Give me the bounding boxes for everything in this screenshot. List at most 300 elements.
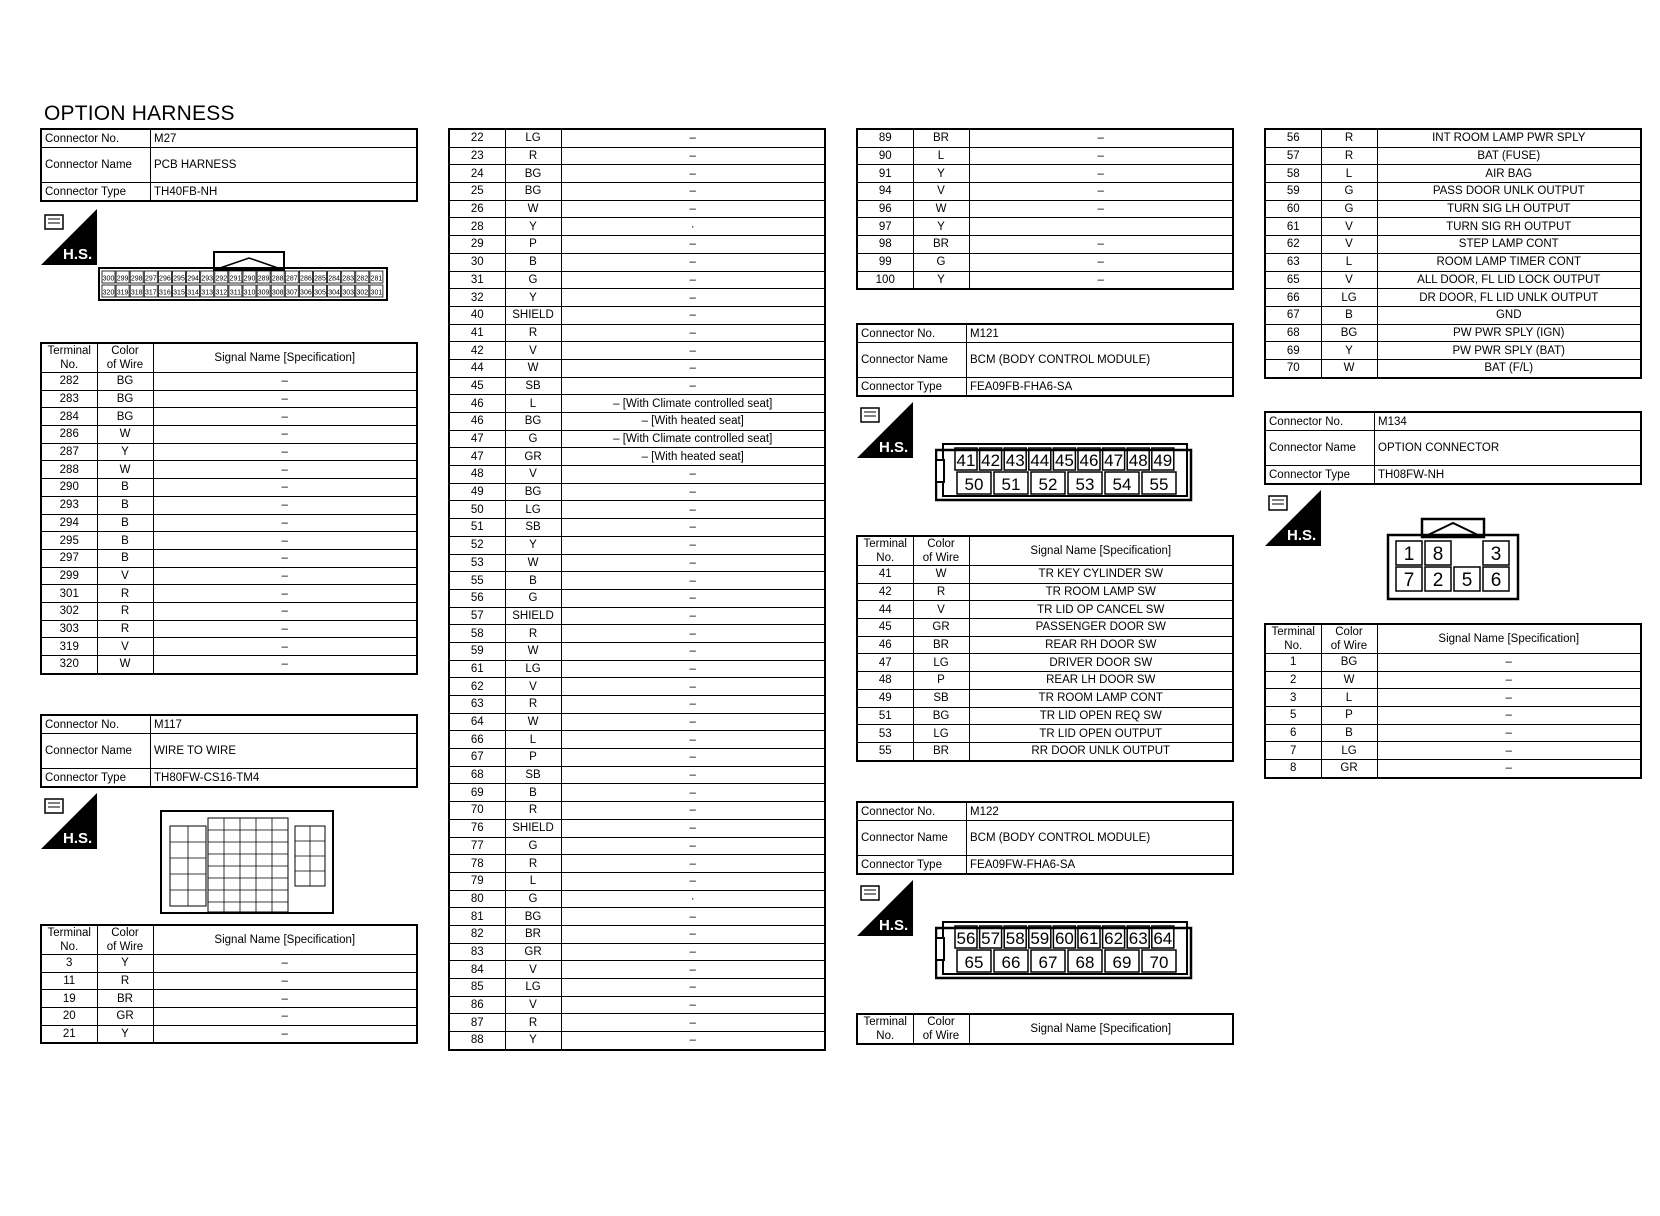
signal-name: –: [561, 200, 825, 218]
terminal-no: 51: [449, 519, 505, 537]
table-header: [857, 536, 1233, 566]
table-row: [41, 426, 417, 444]
signal-name: –: [561, 165, 825, 183]
m27-pin-table-wrap: [40, 342, 418, 675]
wire-color: R: [97, 602, 153, 620]
table-row: [41, 656, 417, 674]
table-row: [41, 1008, 417, 1026]
wire-color: BG: [97, 373, 153, 391]
connector-type: TH40FB-NH: [151, 183, 418, 202]
terminal-no: 29: [449, 236, 505, 254]
signal-name: –: [153, 479, 417, 497]
table-row: [449, 908, 825, 926]
wire-color: W: [97, 656, 153, 674]
label: Connector No.: [41, 129, 151, 148]
signal-name: –: [153, 990, 417, 1008]
table-row: [449, 342, 825, 360]
signal-name: TR ROOM LAMP CONT: [969, 689, 1233, 707]
wire-color: L: [505, 731, 561, 749]
wire-color: GR: [505, 943, 561, 961]
signal-name: –: [153, 585, 417, 603]
signal-name: –: [1377, 760, 1641, 778]
pin-label: 312: [215, 289, 228, 297]
wire-color: BR: [913, 742, 969, 760]
terminal-no: 62: [449, 678, 505, 696]
m122-pin-table: [856, 1013, 1234, 1045]
table-row: [449, 395, 825, 413]
terminal-no: 59: [449, 642, 505, 660]
table-row: [449, 625, 825, 643]
wire-color: V: [505, 996, 561, 1014]
wire-color: P: [505, 236, 561, 254]
signal-name: STEP LAMP CONT: [1377, 236, 1641, 254]
signal-name: –: [561, 519, 825, 537]
signal-name: DR DOOR, FL LID UNLK OUTPUT: [1377, 289, 1641, 307]
table-row: [857, 689, 1233, 707]
wire-color: SB: [505, 766, 561, 784]
terminal-no: 22: [449, 129, 505, 147]
table-row: [449, 696, 825, 714]
signal-name: –: [561, 837, 825, 855]
signal-name: –: [969, 129, 1233, 147]
terminal-no: 58: [449, 625, 505, 643]
table-row: [857, 725, 1233, 743]
label: Connector No.: [857, 324, 967, 343]
terminal-no-header: Terminal No.: [1265, 624, 1321, 654]
signal-name: –: [561, 660, 825, 678]
wire-color: W: [505, 554, 561, 572]
signal-name: –: [561, 943, 825, 961]
terminal-no: 53: [449, 554, 505, 572]
wire-color: B: [505, 572, 561, 590]
wire-color: G: [505, 589, 561, 607]
wire-color: P: [1321, 707, 1377, 725]
wire-color: BG: [913, 707, 969, 725]
pin-label: 1: [1403, 544, 1415, 565]
table-row: [449, 1032, 825, 1050]
terminal-no: 84: [449, 961, 505, 979]
hs-icon: [41, 793, 97, 854]
pin-label: 284: [328, 275, 340, 283]
signal-name: –: [561, 324, 825, 342]
table-row: [857, 253, 1233, 271]
signal-name: –: [1377, 707, 1641, 725]
wire-color: R: [505, 625, 561, 643]
signal-name: PASSENGER DOOR SW: [969, 619, 1233, 637]
wire-color: W: [913, 200, 969, 218]
m27-connector-info: [40, 128, 418, 202]
pin-label: 286: [300, 275, 312, 283]
terminal-no: 66: [449, 731, 505, 749]
signal-name: TR LID OP CANCEL SW: [969, 601, 1233, 619]
table-row: [1265, 689, 1641, 707]
table-row: [449, 519, 825, 537]
table-row: [449, 713, 825, 731]
signal-name-header: Signal Name [Specification]: [969, 1014, 1233, 1044]
label: Connector Name: [1265, 431, 1375, 466]
table-row: [449, 1014, 825, 1032]
pin-label: 6: [1490, 570, 1502, 591]
wire-color: Y: [505, 218, 561, 236]
signal-name: –: [561, 784, 825, 802]
wire-color: LG: [505, 660, 561, 678]
terminal-no: 42: [449, 342, 505, 360]
pin-label: 53: [1075, 475, 1095, 494]
terminal-no: 290: [41, 479, 97, 497]
table-row: [449, 165, 825, 183]
terminal-no: 40: [449, 306, 505, 324]
table-row: [1265, 707, 1641, 725]
wire-color: R: [97, 585, 153, 603]
pin-label: 48: [1128, 451, 1148, 470]
wire-color: G: [505, 271, 561, 289]
terminal-no: 82: [449, 925, 505, 943]
wire-color: LG: [1321, 289, 1377, 307]
terminal-no: 62: [1265, 236, 1321, 254]
hs-icon: [857, 402, 913, 463]
terminal-no: 20: [41, 1008, 97, 1026]
table-row: [449, 607, 825, 625]
wire-color: W: [505, 642, 561, 660]
pin-label: 299: [116, 275, 129, 283]
wire-color: LG: [505, 979, 561, 997]
label: Connector Type: [857, 378, 967, 397]
signal-name: –: [561, 554, 825, 572]
table-row: [41, 990, 417, 1008]
table-row: [1265, 147, 1641, 165]
label: Connector Name: [41, 734, 151, 769]
wire-color: LG: [1321, 742, 1377, 760]
signal-name: –: [1377, 689, 1641, 707]
connector-name: WIRE TO WIRE: [151, 734, 418, 769]
table-row: [857, 271, 1233, 289]
table-row: [41, 955, 417, 973]
pin-label: 309: [257, 289, 270, 297]
signal-name: –: [561, 501, 825, 519]
m122-pin-table-wrap: [856, 1013, 1234, 1045]
signal-name: –: [153, 602, 417, 620]
wire-color: W: [913, 566, 969, 584]
wire-color-header: Color of Wire: [913, 536, 969, 566]
wire-color: P: [505, 749, 561, 767]
terminal-no: 57: [1265, 147, 1321, 165]
column-4: [1264, 128, 1642, 379]
terminal-no: 57: [449, 607, 505, 625]
pin-label: 5: [1461, 570, 1473, 591]
terminal-no: 5: [1265, 707, 1321, 725]
table-row: [41, 390, 417, 408]
table-row: [449, 819, 825, 837]
wire-color: SHIELD: [505, 607, 561, 625]
pin-label: 49: [1153, 451, 1173, 470]
wire-color: L: [505, 395, 561, 413]
hs-icon: [1265, 490, 1321, 551]
table-row: [449, 855, 825, 873]
pin-label: 311: [229, 289, 241, 297]
signal-name: –: [561, 536, 825, 554]
signal-name: –: [561, 359, 825, 377]
signal-name: –: [1377, 742, 1641, 760]
table-row: [857, 619, 1233, 637]
table-header: [1265, 624, 1641, 654]
m121-block: [856, 323, 1234, 397]
m134-connector-face: [1386, 517, 1528, 608]
signal-name: –: [561, 979, 825, 997]
wire-color: Y: [97, 1025, 153, 1043]
table-row: [41, 620, 417, 638]
pin-label: 60: [1054, 929, 1074, 948]
terminal-no: 293: [41, 496, 97, 514]
signal-name: –: [153, 461, 417, 479]
signal-name: [969, 218, 1233, 236]
terminal-no: 25: [449, 183, 505, 201]
terminal-no: 41: [449, 324, 505, 342]
terminal-no: 47: [449, 430, 505, 448]
m117-pin-table: [40, 924, 418, 1044]
wire-color: BR: [913, 129, 969, 147]
signal-name: –: [561, 607, 825, 625]
table-row: [1265, 129, 1641, 147]
pin-label: 61: [1079, 929, 1099, 948]
terminal-no: 64: [449, 713, 505, 731]
signal-name: –: [153, 656, 417, 674]
terminal-no-header: Terminal No.: [857, 1014, 913, 1044]
connector-no: M121: [967, 324, 1234, 343]
wire-color: SB: [505, 519, 561, 537]
signal-name: –: [561, 696, 825, 714]
table-row: [857, 672, 1233, 690]
pin-label: 289: [257, 275, 270, 283]
wire-color: Y: [1321, 342, 1377, 360]
signal-name: –: [1377, 671, 1641, 689]
terminal-no: 11: [41, 972, 97, 990]
pin-label: 292: [215, 275, 228, 283]
table-row: [449, 784, 825, 802]
pin-label: 281: [370, 275, 383, 283]
signal-name: TR LID OPEN OUTPUT: [969, 725, 1233, 743]
pin-label: 307: [285, 289, 298, 297]
table-row: [449, 731, 825, 749]
signal-name: PW PWR SPLY (BAT): [1377, 342, 1641, 360]
pin-label: 306: [300, 289, 312, 297]
wire-color: W: [1321, 359, 1377, 377]
pin-label: 320: [102, 289, 115, 297]
table-row: [41, 567, 417, 585]
signal-name: –: [561, 253, 825, 271]
terminal-no: 23: [449, 147, 505, 165]
pin-label: 303: [342, 289, 355, 297]
wire-color: L: [505, 872, 561, 890]
wire-color: R: [505, 696, 561, 714]
wire-color: V: [913, 183, 969, 201]
table-row: [1265, 342, 1641, 360]
pin-label: 283: [342, 275, 355, 283]
wire-color: R: [97, 972, 153, 990]
signal-name: –: [153, 1025, 417, 1043]
connector-name: BCM (BODY CONTROL MODULE): [967, 343, 1234, 378]
table-row: [857, 742, 1233, 760]
label: Connector Name: [857, 821, 967, 856]
connector-type: TH80FW-CS16-TM4: [151, 769, 418, 788]
pin-label: 65: [964, 953, 984, 972]
signal-name: –: [153, 496, 417, 514]
terminal-no: 3: [1265, 689, 1321, 707]
wire-color: W: [97, 426, 153, 444]
pin-label: 43: [1005, 451, 1025, 470]
table-row: [449, 466, 825, 484]
wire-color: BG: [505, 183, 561, 201]
label: Connector No.: [41, 715, 151, 734]
pin-label: 300: [102, 275, 115, 283]
terminal-no: 302: [41, 602, 97, 620]
terminal-no-header: Terminal No.: [41, 925, 97, 955]
signal-name: ·: [561, 890, 825, 908]
table-row: [1265, 183, 1641, 201]
wire-color: BG: [97, 390, 153, 408]
m27-connector-face: [98, 250, 398, 302]
table-row: [449, 501, 825, 519]
signal-name: –: [969, 271, 1233, 289]
table-row: [857, 236, 1233, 254]
wire-color: SHIELD: [505, 819, 561, 837]
terminal-no: 297: [41, 549, 97, 567]
wire-color: R: [505, 802, 561, 820]
wire-color: V: [1321, 218, 1377, 236]
connector-no: M122: [967, 802, 1234, 821]
continued-pin-table: [856, 128, 1234, 290]
terminal-no: 100: [857, 271, 913, 289]
table-row: [857, 200, 1233, 218]
terminal-no: 89: [857, 129, 913, 147]
continued-pin-table: [448, 128, 826, 1051]
signal-name-header: Signal Name [Specification]: [1377, 624, 1641, 654]
signal-name: ·: [561, 218, 825, 236]
signal-name: PASS DOOR UNLK OUTPUT: [1377, 183, 1641, 201]
terminal-no: 51: [857, 707, 913, 725]
wire-color: G: [505, 890, 561, 908]
signal-name: –: [153, 620, 417, 638]
wire-color: V: [505, 342, 561, 360]
terminal-no: 69: [449, 784, 505, 802]
table-row: [449, 377, 825, 395]
svg-text:H.S.: H.S.: [879, 439, 909, 456]
connector-no: M117: [151, 715, 418, 734]
signal-name: –: [153, 1008, 417, 1026]
signal-name: –: [561, 289, 825, 307]
table-row: [1265, 253, 1641, 271]
table-row: [41, 532, 417, 550]
signal-name: –: [153, 426, 417, 444]
table-row: [449, 589, 825, 607]
terminal-no: 295: [41, 532, 97, 550]
table-row: [41, 549, 417, 567]
table-row: [449, 979, 825, 997]
wire-color: R: [1321, 129, 1377, 147]
wire-color: B: [1321, 724, 1377, 742]
pin-label: 308: [271, 289, 284, 297]
pin-label: 50: [964, 475, 984, 494]
signal-name: RR DOOR UNLK OUTPUT: [969, 742, 1233, 760]
pin-label: 310: [243, 289, 256, 297]
continued-pin-table: [1264, 128, 1642, 379]
terminal-no: 76: [449, 819, 505, 837]
signal-name: –: [153, 532, 417, 550]
signal-name: ROOM LAMP TIMER CONT: [1377, 253, 1641, 271]
signal-name: –: [153, 408, 417, 426]
wire-color: LG: [913, 725, 969, 743]
terminal-no: 98: [857, 236, 913, 254]
m117-pin-table-wrap: [40, 924, 418, 1044]
terminal-no: 68: [449, 766, 505, 784]
pin-label: 62: [1104, 929, 1124, 948]
signal-name: –: [561, 961, 825, 979]
table-row: [449, 554, 825, 572]
table-row: [857, 601, 1233, 619]
signal-name: ALL DOOR, FL LID LOCK OUTPUT: [1377, 271, 1641, 289]
signal-name: –: [561, 996, 825, 1014]
terminal-no: 319: [41, 638, 97, 656]
table-row: [449, 961, 825, 979]
signal-name: TURN SIG LH OUTPUT: [1377, 200, 1641, 218]
label: Connector Type: [41, 769, 151, 788]
terminal-no: 87: [449, 1014, 505, 1032]
terminal-no: 49: [449, 483, 505, 501]
signal-name: –: [969, 236, 1233, 254]
table-row: [449, 483, 825, 501]
wire-color: W: [505, 713, 561, 731]
terminal-no: 6: [1265, 724, 1321, 742]
table-row: [1265, 306, 1641, 324]
table-row: [1265, 289, 1641, 307]
pin-label: 287: [285, 275, 298, 283]
m134-block: [1264, 411, 1642, 485]
table-row: [449, 183, 825, 201]
label: Connector No.: [1265, 412, 1375, 431]
pin-label: 304: [328, 289, 340, 297]
m122-connector-info: [856, 801, 1234, 875]
signal-name: –: [561, 377, 825, 395]
m121-pin-table: [856, 535, 1234, 762]
terminal-no: 28: [449, 218, 505, 236]
table-row: [449, 660, 825, 678]
table-header: [41, 925, 417, 955]
pin-label: 52: [1038, 475, 1058, 494]
table-row: [1265, 724, 1641, 742]
pin-label: 290: [243, 275, 256, 283]
terminal-no: 88: [449, 1032, 505, 1050]
terminal-no: 90: [857, 147, 913, 165]
pin-label: 302: [356, 289, 369, 297]
signal-name: – [With heated seat]: [561, 448, 825, 466]
signal-name: –: [153, 549, 417, 567]
table-row: [449, 872, 825, 890]
svg-text:H.S.: H.S.: [63, 246, 93, 263]
signal-name: –: [153, 638, 417, 656]
terminal-no: 288: [41, 461, 97, 479]
wire-color: L: [913, 147, 969, 165]
pin-label: 41: [956, 451, 976, 470]
table-row: [1265, 742, 1641, 760]
connector-name: BCM (BODY CONTROL MODULE): [967, 821, 1234, 856]
wire-color-header: Color of Wire: [1321, 624, 1377, 654]
m117-connector-face: [160, 806, 335, 921]
terminal-no: 284: [41, 408, 97, 426]
wire-color: GR: [505, 448, 561, 466]
terminal-no-header: Terminal No.: [857, 536, 913, 566]
signal-name: –: [153, 443, 417, 461]
terminal-no: 282: [41, 373, 97, 391]
terminal-no: 67: [449, 749, 505, 767]
